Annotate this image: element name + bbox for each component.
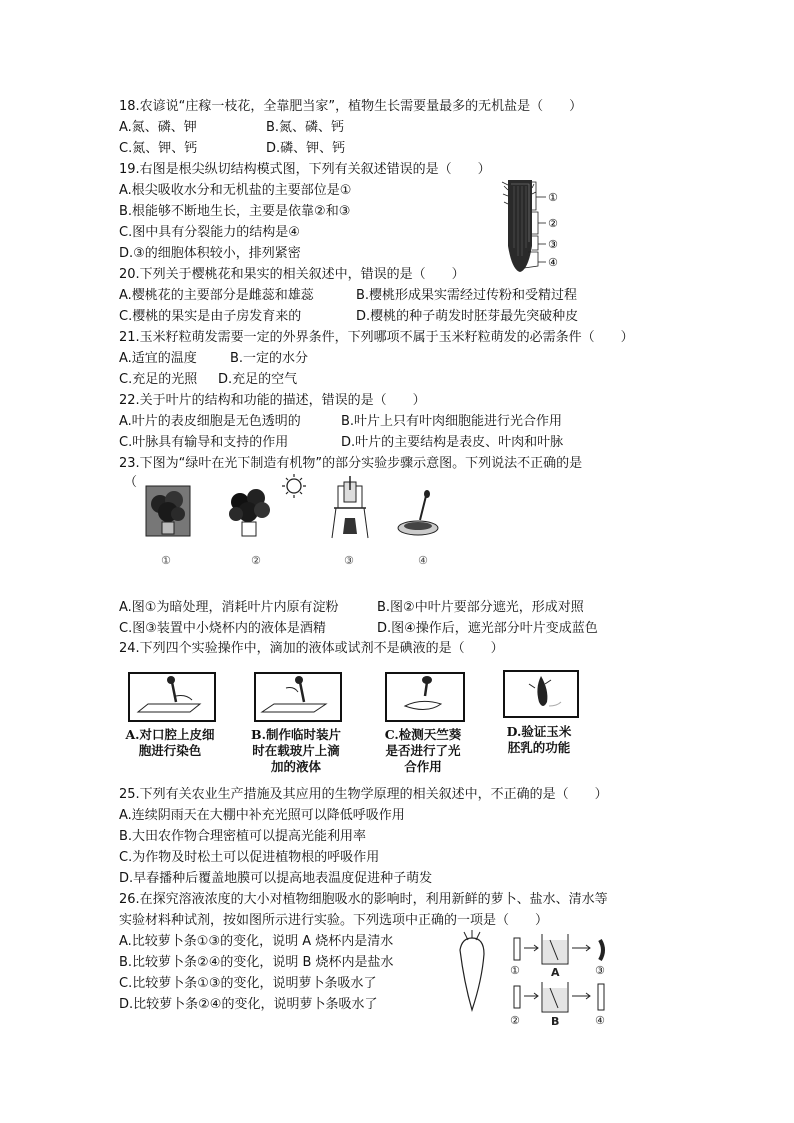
q23-option-d: D.图④操作后，遮光部分叶片变成蓝色 bbox=[377, 621, 598, 636]
q26-option-d: D.比较萝卜条②④的变化，说明萝卜条吸水了 bbox=[119, 997, 378, 1012]
q23-label-2: ② bbox=[251, 554, 261, 567]
q19-option-a: A.根尖吸收水分和无机盐的主要部位是① bbox=[119, 183, 352, 198]
q21-stem: 21.玉米籽粒萌发需要一定的外界条件，下列哪项不属于玉米籽粒萌发的必需条件（ ） bbox=[119, 330, 634, 345]
root-tip-figure bbox=[498, 176, 578, 276]
q22-option-a: A.叶片的表皮细胞是无色透明的 bbox=[119, 414, 301, 429]
q24-caption-c-3: 合作用 bbox=[404, 759, 442, 774]
strip-4 bbox=[598, 984, 604, 1010]
q26-stem-2: 实验材料种试剂，按如图所示进行实验。下列选项中正确的一项是（ ） bbox=[119, 913, 549, 928]
q26-option-a: A.比较萝卜条①③的变化，说明 A 烧杯内是清水 bbox=[119, 934, 394, 949]
q24-image-a bbox=[128, 672, 216, 722]
q24-caption-b-2: 时在载玻片上滴 bbox=[252, 743, 340, 758]
q25-option-c: C.为作物及时松土可以促进植物根的呼吸作用 bbox=[119, 850, 380, 865]
q22-option-c: C.叶脉具有输导和支持的作用 bbox=[119, 435, 289, 450]
q24-caption-b-3: 加的液体 bbox=[270, 759, 321, 774]
q21-option-a: A.适宜的温度 bbox=[119, 351, 197, 366]
water-bath-apparatus bbox=[332, 476, 368, 538]
root-label-4: ④ bbox=[548, 256, 558, 269]
q23-option-c: C.图③装置中小烧杯内的液体是酒精 bbox=[119, 621, 326, 636]
q18-option-c: C.氮、钾、钙 bbox=[119, 141, 198, 156]
q20-option-b: B.樱桃形成果实需经过传粉和受精过程 bbox=[356, 288, 578, 303]
q24-image-d bbox=[503, 670, 579, 718]
beaker-label-a: A bbox=[551, 966, 560, 979]
q25-stem: 25.下列有关农业生产措施及其应用的生物学原理的相关叙述中，不正确的是（ ） bbox=[119, 787, 608, 802]
light-exposure-plant bbox=[229, 474, 306, 536]
leaf-dropper-c bbox=[387, 674, 463, 720]
q20-option-c: C.樱桃的果实是由子房发育来的 bbox=[119, 309, 302, 324]
q20-option-d: D.樱桃的种子萌发时胚芽最先突破种皮 bbox=[356, 309, 579, 324]
q19-stem: 19.右图是根尖纵切结构模式图，下列有关叙述错误的是（ ） bbox=[119, 162, 491, 177]
radish-experiment-figure bbox=[450, 930, 630, 1030]
q23-label-4: ④ bbox=[418, 554, 428, 567]
q23-stem: 23.下图为“绿叶在光下制造有机物”的部分实验步骤示意图。下列说法不正确的是 bbox=[119, 456, 583, 471]
q25-option-a: A.连续阴雨天在大棚中补充光照可以降低呼吸作用 bbox=[119, 808, 405, 823]
q24-caption-a-2: 胞进行染色 bbox=[138, 743, 202, 758]
q22-option-b: B.叶片上只有叶肉细胞能进行光合作用 bbox=[341, 414, 563, 429]
q24-caption-d-1: D.验证玉米 bbox=[506, 724, 572, 739]
strip-3 bbox=[600, 940, 603, 960]
root-label-3: ③ bbox=[548, 238, 558, 251]
q19-option-c: C.图中具有分裂能力的结构是④ bbox=[119, 225, 300, 240]
root-label-1: ① bbox=[548, 191, 558, 204]
q23-figure bbox=[138, 474, 448, 570]
strip-label-4: ④ bbox=[595, 1014, 605, 1027]
q21-option-d: D.充足的空气 bbox=[218, 372, 298, 387]
q24-caption-a-1: A.对口腔上皮细 bbox=[125, 727, 215, 742]
q26-option-c: C.比较萝卜条①③的变化，说明萝卜条吸水了 bbox=[119, 976, 377, 991]
q24-caption-c-1: C.检测天竺葵 bbox=[384, 727, 462, 742]
strip-1 bbox=[514, 938, 520, 960]
q21-option-c: C.充足的光照 bbox=[119, 372, 198, 387]
q23-option-b: B.图②中叶片要部分遮光，形成对照 bbox=[377, 600, 584, 615]
q18-option-b: B.氮、磷、钙 bbox=[266, 120, 345, 135]
iodine-dish bbox=[398, 490, 438, 535]
q23-option-a: A.图①为暗处理，消耗叶片内原有淀粉 bbox=[119, 600, 339, 615]
beaker-label-b: B bbox=[551, 1015, 560, 1028]
q23-label-1: ① bbox=[161, 554, 171, 567]
q22-stem: 22.关于叶片的结构和功能的描述，错误的是（ ） bbox=[119, 393, 426, 408]
q23-stem-paren: （ bbox=[124, 475, 138, 490]
q22-option-d: D.叶片的主要结构是表皮、叶肉和叶脉 bbox=[341, 435, 564, 450]
q24-caption-c-2: 是否进行了光 bbox=[385, 743, 461, 758]
q18-option-a: A.氮、磷、钾 bbox=[119, 120, 197, 135]
q25-option-b: B.大田农作物合理密植可以提高光能利用率 bbox=[119, 829, 367, 844]
dropper-slide-a bbox=[130, 674, 214, 720]
dropper-slide-b bbox=[256, 674, 340, 720]
beaker-a bbox=[542, 934, 568, 964]
radish-icon bbox=[460, 930, 484, 1010]
q21-option-b: B.一定的水分 bbox=[230, 351, 309, 366]
q18-stem: 18.农谚说“庄稼一枝花，全靠肥当家”，植物生长需要量最多的无机盐是（ ） bbox=[119, 99, 583, 114]
q24-image-c bbox=[385, 672, 465, 722]
beaker-b bbox=[542, 982, 568, 1012]
q23-label-3: ③ bbox=[344, 554, 354, 567]
corn-dropper-d bbox=[505, 672, 577, 716]
q20-stem: 20.下列关于樱桃花和果实的相关叙述中，错误的是（ ） bbox=[119, 267, 465, 282]
root-label-2: ② bbox=[548, 217, 558, 230]
strip-label-2: ② bbox=[510, 1014, 520, 1027]
q18-option-d: D.磷、钾、钙 bbox=[266, 141, 346, 156]
q24-stem: 24.下列四个实验操作中，滴加的液体或试剂不是碘液的是（ ） bbox=[119, 641, 504, 656]
q20-option-a: A.樱桃花的主要部分是雌蕊和雄蕊 bbox=[119, 288, 314, 303]
q19-option-d: D.③的细胞体积较小，排列紧密 bbox=[119, 246, 301, 261]
strip-label-3: ③ bbox=[595, 964, 605, 977]
strip-2 bbox=[514, 986, 520, 1008]
q24-caption-b-1: B.制作临时装片 bbox=[251, 727, 341, 742]
q24-image-b bbox=[254, 672, 342, 722]
q25-option-d: D.早春播种后覆盖地膜可以提高地表温度促进种子萌发 bbox=[119, 871, 433, 886]
q19-option-b: B.根能够不断地生长，主要是依靠②和③ bbox=[119, 204, 351, 219]
q26-stem: 26.在探究溶液浓度的大小对植物细胞吸水的影响时，利用新鲜的萝卜、盐水、清水等 bbox=[119, 892, 608, 907]
q24-caption-d-2: 胚乳的功能 bbox=[507, 740, 571, 755]
dark-treatment-plant bbox=[146, 486, 190, 536]
strip-label-1: ① bbox=[510, 964, 520, 977]
q26-option-b: B.比较萝卜条②④的变化，说明 B 烧杯内是盐水 bbox=[119, 955, 394, 970]
